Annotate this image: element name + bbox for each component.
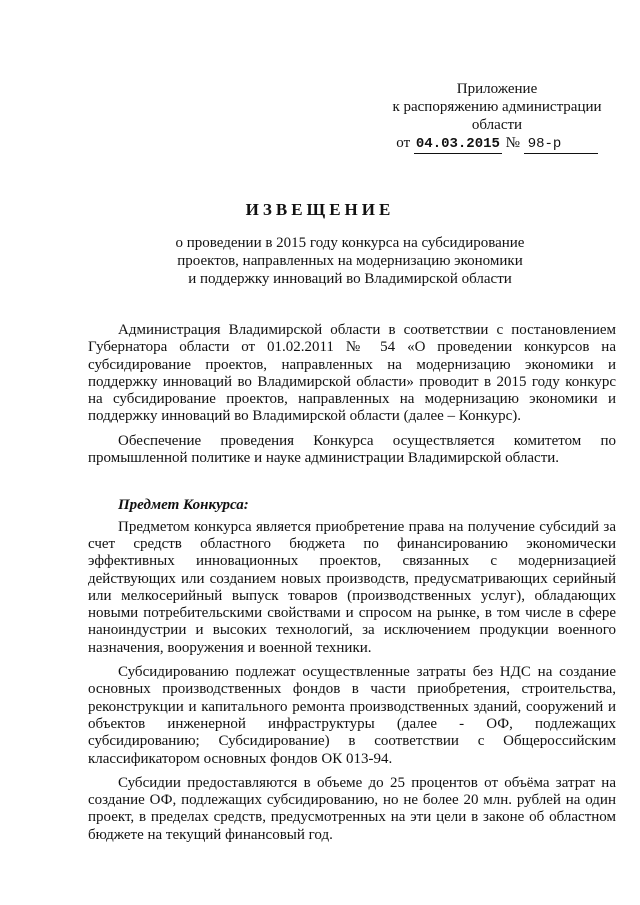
section-paragraph-3: Субсидии предоставляются в объеме до 25 процентов от объёма затрат на создание ОФ, подлежащих субсидированию, но не более 20 млн. рублей на один проект, в пределах средств, предусмотренных на эти цели в законе об областном бюджете на текущий финансовый год. [88,774,616,843]
provision-paragraph: Обеспечение проведения Конкурса осуществляется комитетом по промышленной политике и науке администрации Владимирской области. [88,432,616,467]
appendix-line-2: к распоряжению администрации [392,99,602,115]
appendix-line-1: Приложение [456,81,538,97]
order-date: 04.03.2015 [415,136,500,152]
appendix-header [372,80,622,154]
date-prefix: от [396,135,411,151]
appendix-date-line [372,134,622,154]
section-paragraph-2: Субсидированию подлежат осуществленные затраты без НДС на создание основных производственных фондов в части приобретения, строительства, реконструкции и капитального ремонта производственных зданий, сооружений и объектов инженерной инфраструктуры (далее - ОФ, подлежащих субсидированию; Субсидирование) в соответствии с Общероссийским классификатором основных фондов ОК 013-94. [88,664,616,767]
document-title: ИЗВЕЩЕНИЕ [245,200,395,219]
document-body [88,322,616,844]
intro-paragraph: Администрация Владимирской области в соответствии с постановлением Губернатора области от 01.02.2011 № 54 «О проведении конкурсов на субсидирование проектов, направленных на модернизацию экономики и поддержку инноваций во Владимирской области» проводит в 2015 году конкурс на субсидирование проектов, направленных на модернизацию экономики и поддержку инноваций во Владимирской области (далее – Конкурс). [88,322,616,425]
appendix-line-3: области [471,117,523,133]
order-number: 98-р [524,135,598,154]
document-subtitle [150,234,550,288]
subtitle-line-2: проектов, направленных на модернизацию экономики [177,253,523,269]
section-heading: Предмет Конкурса: [118,497,249,514]
subtitle-line-1: о проведении в 2015 году конкурса на субсидирование [175,235,525,251]
number-sign: № [505,135,520,151]
subtitle-line-3: и поддержку инноваций во Владимирской области [188,271,512,287]
section-paragraph-1: Предметом конкурса является приобретение права на получение субсидий за счет средств областного бюджета по финансированию экономически эффективных инновационных проектов, связанных с модернизацией действующих или созданием новых производств, предусматривающих серийный или мелкосерийный выпуск товаров (производственных услуг), обладающих новыми потребительскими свойствами и спросом на рынке, в том числе в сфере наноиндустрии и высоких технологий, за исключением продукции военного назначения, вооружения и военной техники. [88,518,616,656]
